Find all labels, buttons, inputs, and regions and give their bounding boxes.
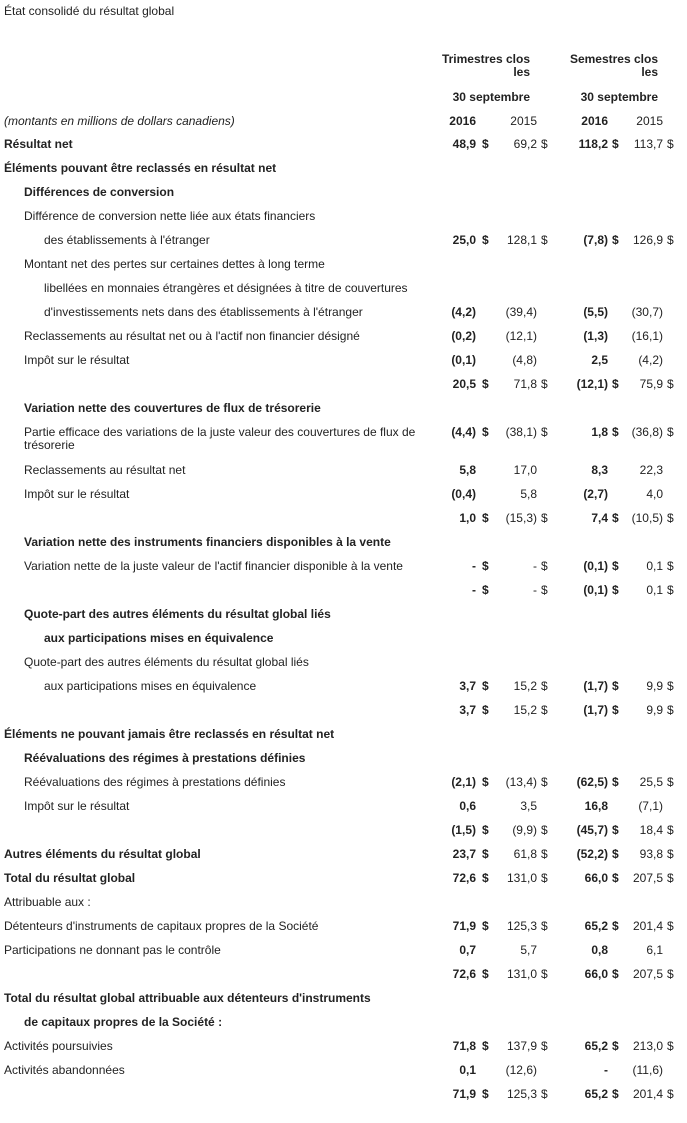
currency-symbol: $	[541, 583, 548, 597]
cell-value: 48,9	[452, 137, 476, 151]
currency-symbol: $	[612, 233, 619, 247]
cell-value: (2,1)	[451, 775, 476, 789]
cell-value: 22,3	[639, 463, 663, 477]
table-row	[0, 1034, 687, 1058]
cell-value: (0,1)	[583, 559, 608, 573]
currency-symbol: $	[482, 823, 489, 837]
currency-symbol: $	[612, 1087, 619, 1101]
table-row	[0, 674, 687, 698]
cell-value: 201,4	[632, 1087, 663, 1101]
row-label: Éléments pouvant être reclassés en résultat net	[4, 161, 277, 175]
cell-value: 9,9	[646, 679, 663, 693]
row-label: Montant net des pertes sur certaines dettes à long terme	[24, 257, 325, 271]
cell-value: 125,3	[506, 919, 537, 933]
cell-value: 5,8	[520, 487, 537, 501]
row-label: Éléments ne pouvant jamais être reclassés en résultat net	[4, 727, 335, 741]
cell-value: 113,7	[633, 137, 663, 151]
table-row	[0, 650, 687, 674]
currency-symbol: $	[667, 703, 674, 717]
cell-value: (4,8)	[512, 353, 537, 367]
cell-value: 25,5	[639, 775, 663, 789]
cell-value: -	[533, 583, 537, 597]
cell-value: 131,0	[506, 967, 537, 981]
row-label: Détenteurs d'instruments de capitaux propres de la Société	[4, 919, 319, 933]
cell-value: 75,9	[639, 377, 663, 391]
row-label: Activités abandonnées	[4, 1063, 125, 1077]
currency-symbol: $	[667, 377, 674, 391]
cell-value: 0,8	[591, 943, 608, 957]
cell-value: 3,7	[459, 679, 476, 693]
table-row	[0, 1010, 687, 1034]
cell-value: 20,5	[452, 377, 476, 391]
table-row	[0, 482, 687, 506]
cell-value: 71,9	[452, 919, 476, 933]
cell-value: 71,9	[452, 1087, 476, 1101]
table-row	[0, 180, 687, 204]
currency-symbol: $	[482, 679, 489, 693]
table-row	[0, 506, 687, 530]
cell-value: 61,8	[513, 847, 537, 861]
row-label: libellées en monnaies étrangères et désignées à titre de couvertures	[44, 281, 408, 295]
table-row	[0, 866, 687, 890]
cell-value: 1,0	[459, 511, 476, 525]
row-label: des établissements à l'étranger	[44, 233, 210, 247]
currency-symbol: $	[667, 233, 674, 247]
table-row	[0, 794, 687, 818]
currency-symbol: $	[541, 1039, 548, 1053]
currency-symbol: $	[612, 919, 619, 933]
currency-symbol: $	[541, 967, 548, 981]
cell-value: 66,0	[584, 967, 608, 981]
currency-symbol: $	[667, 919, 674, 933]
row-label: Réévaluations des régimes à prestations définies	[24, 775, 286, 789]
table-row	[0, 698, 687, 722]
semester-column-header: Semestres clos les	[569, 52, 658, 79]
currency-symbol: $	[541, 703, 548, 717]
year-header-q2015: 2015	[510, 114, 537, 128]
cell-value: 137,9	[506, 1039, 537, 1053]
currency-symbol: $	[612, 137, 619, 151]
currency-symbol: $	[482, 1087, 489, 1101]
row-label: Autres éléments du résultat global	[4, 847, 201, 861]
cell-value: (5,5)	[583, 305, 608, 319]
document-title: État consolidé du résultat global	[4, 4, 175, 18]
table-row	[0, 348, 687, 372]
year-header-s2016: 2016	[581, 114, 608, 128]
cell-value: -	[472, 583, 476, 597]
row-label: Variation nette des instruments financiers disponibles à la vente	[24, 535, 391, 549]
cell-value: 7,4	[591, 511, 608, 525]
cell-value: 16,8	[584, 799, 608, 813]
currency-symbol: $	[612, 871, 619, 885]
cell-value: (2,7)	[583, 487, 608, 501]
cell-value: 5,7	[520, 943, 537, 957]
currency-symbol: $	[482, 377, 489, 391]
currency-symbol: $	[667, 823, 674, 837]
row-label: Variation nette des couvertures de flux de trésorerie	[24, 401, 321, 415]
quarter-date-header: 30 septembre	[452, 90, 530, 104]
table-row	[0, 204, 687, 228]
currency-symbol: $	[667, 137, 674, 151]
cell-value: (4,4)	[451, 425, 476, 439]
table-row	[0, 420, 687, 452]
row-label: Réévaluations des régimes à prestations définies	[24, 751, 306, 765]
currency-symbol: $	[541, 823, 548, 837]
currency-symbol: $	[667, 775, 674, 789]
row-label: Différence de conversion nette liée aux états financiers	[24, 209, 316, 223]
row-label: Reclassements au résultat net ou à l'actif non financier désigné	[24, 329, 360, 343]
table-row	[0, 962, 687, 986]
cell-value: 8,3	[591, 463, 608, 477]
cell-value: (1,7)	[583, 679, 608, 693]
cell-value: (38,1)	[505, 425, 537, 439]
cell-value: 18,4	[639, 823, 663, 837]
table-row	[0, 746, 687, 770]
cell-value: (1,5)	[451, 823, 476, 837]
cell-value: 201,4	[632, 919, 663, 933]
cell-value: 71,8	[513, 377, 537, 391]
cell-value: (30,7)	[631, 305, 663, 319]
cell-value: (10,5)	[631, 511, 663, 525]
cell-value: 125,3	[506, 1087, 537, 1101]
row-label: Quote-part des autres éléments du résultat global liés	[24, 655, 309, 669]
table-row	[0, 324, 687, 348]
currency-symbol: $	[482, 233, 489, 247]
row-label: Impôt sur le résultat	[24, 799, 130, 813]
currency-symbol: $	[482, 967, 489, 981]
cell-value: 5,8	[459, 463, 476, 477]
row-label: Participations ne donnant pas le contrôle	[4, 943, 221, 957]
table-row	[0, 602, 687, 626]
row-label: Impôt sur le résultat	[24, 487, 130, 501]
row-label: d'investissements nets dans des établissements à l'étranger	[44, 305, 363, 319]
table-row	[0, 890, 687, 914]
cell-value: (12,6)	[505, 1063, 537, 1077]
cell-value: 69,2	[513, 137, 537, 151]
cell-value: (12,1)	[576, 377, 608, 391]
table-row	[0, 1058, 687, 1082]
currency-symbol: $	[667, 679, 674, 693]
cell-value: (0,1)	[583, 583, 608, 597]
cell-value: (16,1)	[631, 329, 663, 343]
cell-value: (12,1)	[505, 329, 537, 343]
currency-symbol: $	[482, 1039, 489, 1053]
table-row	[0, 252, 687, 276]
cell-value: 126,9	[632, 233, 663, 247]
table-row	[0, 914, 687, 938]
currency-symbol: $	[612, 425, 619, 439]
currency-symbol: $	[612, 583, 619, 597]
row-label: Reclassements au résultat net	[24, 463, 186, 477]
currency-symbol: $	[482, 583, 489, 597]
cell-value: 0,1	[646, 583, 663, 597]
table-row	[0, 156, 687, 180]
row-label: aux participations mises en équivalence	[44, 679, 257, 693]
year-header-q2016: 2016	[449, 114, 476, 128]
currency-symbol: $	[667, 583, 674, 597]
currency-symbol: $	[541, 425, 548, 439]
row-label: Activités poursuivies	[4, 1039, 113, 1053]
table-row	[0, 372, 687, 396]
cell-value: (52,2)	[576, 847, 608, 861]
table-row	[0, 722, 687, 746]
row-label: Quote-part des autres éléments du résultat global liés	[24, 607, 331, 621]
currency-symbol: $	[667, 511, 674, 525]
cell-value: 2,5	[591, 353, 608, 367]
currency-symbol: $	[541, 377, 548, 391]
cell-value: 23,7	[452, 847, 476, 861]
row-label: Différences de conversion	[24, 185, 175, 199]
cell-value: 0,1	[459, 1063, 476, 1077]
cell-value: 9,9	[646, 703, 663, 717]
cell-value: 71,8	[452, 1039, 476, 1053]
currency-symbol: $	[541, 559, 548, 573]
row-label: Attribuable aux :	[4, 895, 91, 909]
table-row	[0, 300, 687, 324]
table-row	[0, 276, 687, 300]
quarter-column-header: Trimestres clos les	[441, 52, 530, 79]
table-row	[0, 396, 687, 420]
cell-value: (15,3)	[505, 511, 537, 525]
cell-value: 3,5	[520, 799, 537, 813]
cell-value: (4,2)	[451, 305, 476, 319]
cell-value: 131,0	[506, 871, 537, 885]
cell-value: 128,1	[506, 233, 537, 247]
currency-symbol: $	[541, 1087, 548, 1101]
currency-symbol: $	[541, 511, 548, 525]
cell-value: (4,2)	[638, 353, 663, 367]
cell-value: (0,4)	[451, 487, 476, 501]
table-row	[0, 938, 687, 962]
cell-value: 207,5	[632, 871, 663, 885]
currency-symbol: $	[482, 511, 489, 525]
units-note: (montants en millions de dollars canadiens)	[4, 114, 235, 128]
cell-value: 15,2	[513, 703, 537, 717]
currency-symbol: $	[482, 559, 489, 573]
cell-value: 72,6	[452, 871, 476, 885]
row-label: aux participations mises en équivalence	[44, 631, 274, 645]
currency-symbol: $	[482, 919, 489, 933]
cell-value: (45,7)	[576, 823, 608, 837]
currency-symbol: $	[541, 847, 548, 861]
cell-value: 25,0	[452, 233, 476, 247]
row-label: Partie efficace des variations de la juste valeur des couvertures de flux de trésorerie	[24, 425, 416, 452]
row-label: Impôt sur le résultat	[24, 353, 130, 367]
cell-value: 118,2	[578, 137, 608, 151]
row-label: Variation nette de la juste valeur de l'actif financier disponible à la vente	[24, 559, 403, 573]
cell-value: (36,8)	[631, 425, 663, 439]
cell-value: (11,6)	[632, 1063, 663, 1077]
cell-value: 17,0	[513, 463, 537, 477]
cell-value: 213,0	[632, 1039, 663, 1053]
table-row	[0, 228, 687, 252]
cell-value: (62,5)	[576, 775, 608, 789]
cell-value: (7,1)	[638, 799, 663, 813]
cell-value: 65,2	[584, 1039, 608, 1053]
table-row	[0, 770, 687, 794]
year-header-s2015: 2015	[636, 114, 663, 128]
table-row	[0, 458, 687, 482]
cell-value: 0,7	[459, 943, 476, 957]
currency-symbol: $	[482, 775, 489, 789]
cell-value: (7,8)	[583, 233, 608, 247]
table-row	[0, 132, 687, 156]
currency-symbol: $	[541, 775, 548, 789]
currency-symbol: $	[667, 1087, 674, 1101]
currency-symbol: $	[667, 425, 674, 439]
cell-value: 207,5	[632, 967, 663, 981]
currency-symbol: $	[612, 1039, 619, 1053]
currency-symbol: $	[541, 233, 548, 247]
cell-value: 0,6	[459, 799, 476, 813]
table-row	[0, 842, 687, 866]
cell-value: 93,8	[639, 847, 663, 861]
table-row	[0, 1082, 687, 1106]
cell-value: 65,2	[584, 1087, 608, 1101]
currency-symbol: $	[612, 377, 619, 391]
cell-value: 6,1	[646, 943, 663, 957]
table-row	[0, 578, 687, 602]
cell-value: 3,7	[459, 703, 476, 717]
currency-symbol: $	[482, 137, 489, 151]
currency-symbol: $	[612, 967, 619, 981]
currency-symbol: $	[612, 823, 619, 837]
row-label: Total du résultat global	[4, 871, 136, 885]
currency-symbol: $	[612, 703, 619, 717]
cell-value: 4,0	[646, 487, 663, 501]
cell-value: 65,2	[584, 919, 608, 933]
cell-value: -	[533, 559, 537, 573]
currency-symbol: $	[612, 559, 619, 573]
currency-symbol: $	[482, 425, 489, 439]
currency-symbol: $	[667, 1039, 674, 1053]
row-label: Total du résultat global attribuable aux détenteurs d'instruments	[4, 991, 371, 1005]
cell-value: 66,0	[584, 871, 608, 885]
table-row	[0, 554, 687, 578]
cell-value: (0,1)	[451, 353, 476, 367]
cell-value: -	[472, 559, 476, 573]
currency-symbol: $	[612, 511, 619, 525]
currency-symbol: $	[541, 137, 548, 151]
currency-symbol: $	[482, 703, 489, 717]
cell-value: (0,2)	[451, 329, 476, 343]
cell-value: (9,9)	[512, 823, 537, 837]
cell-value: (39,4)	[505, 305, 537, 319]
currency-symbol: $	[667, 967, 674, 981]
row-label: de capitaux propres de la Société :	[24, 1015, 223, 1029]
currency-symbol: $	[667, 847, 674, 861]
currency-symbol: $	[612, 679, 619, 693]
currency-symbol: $	[612, 847, 619, 861]
currency-symbol: $	[482, 847, 489, 861]
cell-value: 1,8	[591, 425, 608, 439]
table-row	[0, 626, 687, 650]
semester-date-header: 30 septembre	[580, 90, 658, 104]
currency-symbol: $	[482, 871, 489, 885]
currency-symbol: $	[612, 775, 619, 789]
table-row	[0, 986, 687, 1010]
currency-symbol: $	[667, 871, 674, 885]
cell-value: (1,3)	[583, 329, 608, 343]
cell-value: -	[604, 1063, 608, 1077]
cell-value: 0,1	[646, 559, 663, 573]
table-row	[0, 818, 687, 842]
cell-value: (1,7)	[583, 703, 608, 717]
cell-value: (13,4)	[505, 775, 537, 789]
cell-value: 72,6	[452, 967, 476, 981]
currency-symbol: $	[667, 559, 674, 573]
currency-symbol: $	[541, 871, 548, 885]
currency-symbol: $	[541, 679, 548, 693]
cell-value: 15,2	[513, 679, 537, 693]
row-label: Résultat net	[4, 137, 73, 151]
currency-symbol: $	[541, 919, 548, 933]
table-row	[0, 530, 687, 554]
